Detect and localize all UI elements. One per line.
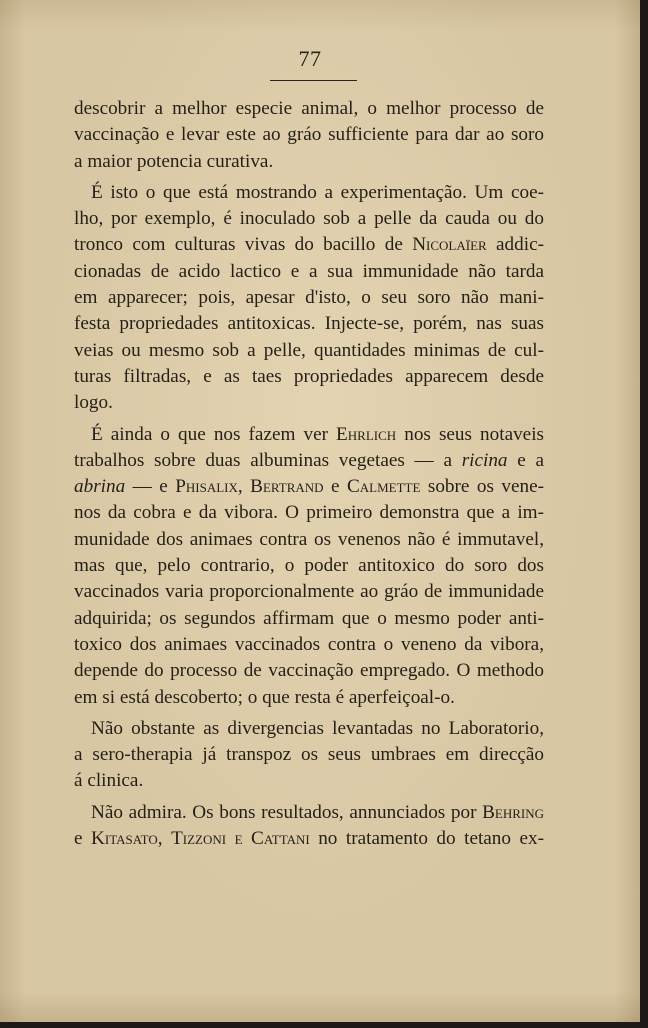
text-line <box>74 285 544 311</box>
text-run: descobrir a melhor especie animal, o melhor processo de <box>74 98 544 119</box>
text-run: depende do processo de vaccinação empregado. O methodo <box>74 660 544 682</box>
author-name: Tizzoni e Cattani <box>171 828 310 850</box>
text-run: Não obstante as divergencias levantadas no Laboratorio, <box>91 717 544 739</box>
text-run: adquirida; os segundos affirmam que o mesmo poder anti- <box>74 607 544 629</box>
text-line <box>74 685 544 711</box>
text-line <box>74 716 544 742</box>
text-run: tronco com culturas vivas do bacillo de <box>74 234 413 256</box>
author-name: Behring <box>482 801 544 823</box>
text-run: e <box>74 828 92 850</box>
text-run: nos da cobra e da vibora. O primeiro demonstra que a im- <box>74 502 544 524</box>
author-name: Calmette <box>346 476 421 498</box>
author-name: Kitasato <box>91 828 158 850</box>
text-line <box>74 800 544 826</box>
text-line <box>74 768 544 794</box>
text-line <box>74 742 544 768</box>
text-line <box>74 338 544 364</box>
text-run: em si está descoberto; o que resta é aperfeiçoal-o. <box>74 686 455 708</box>
text-run: vaccinados varia proporcionalmente ao gráo de immunidade <box>74 581 544 603</box>
text-line <box>74 448 544 474</box>
paragraph <box>74 716 544 795</box>
text-run: veias ou mesmo sob a pelle, quantidades minimas de cul- <box>74 339 544 361</box>
text-line <box>74 500 544 526</box>
text-line <box>74 390 544 416</box>
text-line <box>74 632 544 658</box>
text-run: sobre os vene- <box>420 476 544 498</box>
text-run: toxico dos animaes vaccinados contra o veneno da vibora, <box>74 633 544 655</box>
text-line <box>74 579 544 605</box>
text-line <box>74 553 544 579</box>
text-line <box>74 206 544 232</box>
text-run: e a <box>507 449 544 471</box>
text-run: addic- <box>486 234 544 256</box>
author-name: Nicolaïer <box>412 234 487 256</box>
text-run: munidade dos animaes contra os venenos não é immutavel, <box>74 528 544 550</box>
paragraph <box>74 180 544 417</box>
text-line <box>74 180 544 206</box>
text-run: logo. <box>74 392 113 414</box>
text-run: festa propriedades antitoxicas. Injecte-se, porém, nas suas <box>74 313 544 335</box>
text-line <box>74 826 544 852</box>
text-run: em apparecer; pois, apesar d'isto, o seu soro não mani- <box>74 287 544 309</box>
text-run: É isto o que está mostrando a experimentação. Um coe- <box>91 181 544 203</box>
paragraph <box>74 96 544 175</box>
text-line <box>74 606 544 632</box>
text-run: nos seus notaveis <box>396 423 544 445</box>
body-text <box>74 96 544 852</box>
text-run: , <box>157 828 172 850</box>
text-run: mas que, pelo contrario, o poder antitoxico do soro dos <box>74 555 544 577</box>
text-run: , <box>237 476 251 498</box>
italic-term: abrina <box>74 476 126 498</box>
text-run: e <box>323 476 347 498</box>
text-line <box>74 364 544 390</box>
text-run: á clinica. <box>74 770 144 792</box>
text-line <box>74 311 544 337</box>
text-run: a sero-therapia já transpoz os seus umbraes em direcção <box>74 744 544 766</box>
text-line <box>74 259 544 285</box>
text-line <box>74 474 544 500</box>
text-line <box>74 149 544 175</box>
text-run: lho, por exemplo, é inoculado sob a pelle da cauda ou do <box>74 208 544 230</box>
text-run: Não admira. Os bons resultados, annunciados por <box>91 801 483 823</box>
author-name: Phisalix <box>175 476 238 498</box>
text-run: trabalhos sobre duas albuminas vegetaes — a <box>74 449 462 471</box>
text-line <box>74 658 544 684</box>
text-run: É ainda o que nos fazem ver <box>91 423 337 445</box>
text-run: — e <box>125 476 176 498</box>
text-run: cionadas de acido lactico e a sua immunidade não tarda <box>74 260 544 282</box>
text-line <box>74 122 544 148</box>
author-name: Bertrand <box>250 476 324 498</box>
text-line <box>74 422 544 448</box>
text-line <box>74 527 544 553</box>
text-run: a maior potencia curativa. <box>74 150 274 172</box>
text-run: turas filtradas, e as taes propriedades apparecem desde <box>74 365 544 387</box>
paragraph <box>74 800 544 853</box>
text-line <box>74 232 544 258</box>
page-number: 77 <box>298 46 322 71</box>
paragraph <box>74 422 544 711</box>
text-run: vaccinação e levar este ao gráo sufficiente para dar ao soro <box>74 124 544 146</box>
text-line <box>74 96 544 122</box>
author-name: Ehrlich <box>336 423 397 445</box>
text-run: no tratamento do tetano ex- <box>309 828 544 850</box>
header-rule <box>270 80 357 81</box>
italic-term: ricina <box>461 449 508 471</box>
